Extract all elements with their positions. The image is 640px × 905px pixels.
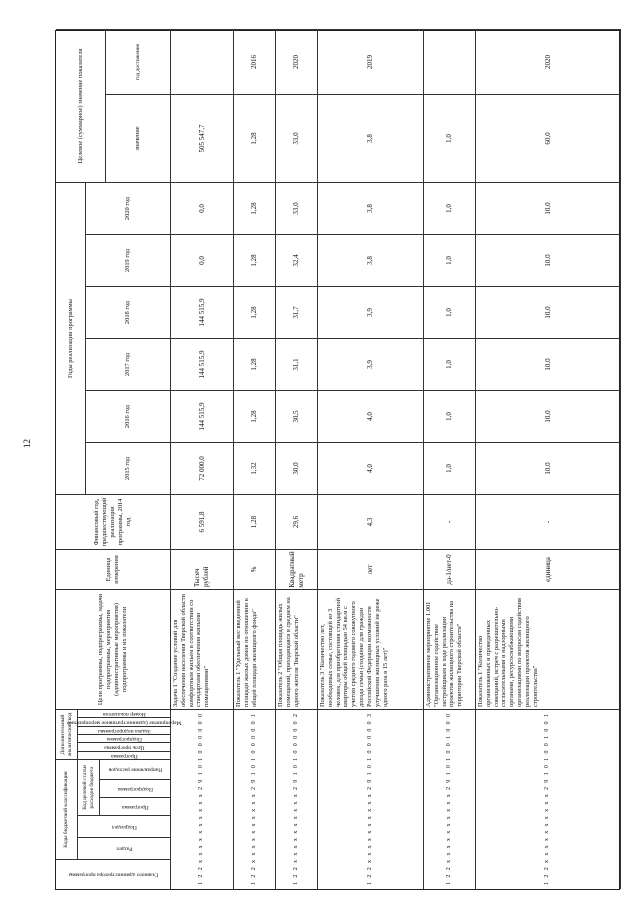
header-subprog-task-text: Задача подпрограммы	[97, 727, 151, 734]
code-digit: x	[366, 838, 373, 842]
header-target: Целевое (суммарное) значение показателя	[56, 29, 106, 182]
code-digit: x	[292, 838, 299, 842]
row-base-value: 4,3	[318, 494, 424, 549]
code-digit: x	[366, 794, 373, 798]
code-digit: x	[544, 794, 551, 798]
header-value: значение	[106, 94, 171, 182]
code-digit: 2	[198, 874, 205, 878]
header-program-text: Программа	[121, 803, 149, 810]
header-name: Цели программы, подпрограммы, задачи подпрограммы, мероприятия (административные мероприятия) подпрограммы и их показатели	[56, 589, 171, 709]
row-target-year: 2020	[276, 29, 318, 94]
code-digit: x	[366, 830, 373, 834]
code-digit: 0	[445, 714, 452, 718]
row-value-2020: 0,0	[171, 182, 234, 234]
row-value-2019: 0,0	[171, 234, 234, 286]
row-value-2018: 10,0	[476, 286, 621, 338]
code-digit: x	[250, 830, 257, 834]
row-value-2017: 10,0	[476, 338, 621, 390]
code-digit: x	[366, 801, 373, 805]
code-digit: 2	[544, 867, 551, 871]
code-digit: 0	[250, 750, 257, 754]
code-digit: x	[198, 808, 205, 812]
header-expense-direction	[100, 759, 171, 779]
code-digit: 2	[250, 867, 257, 871]
row-codes	[476, 709, 621, 889]
code-digit: x	[292, 801, 299, 805]
code-digit: 0	[366, 735, 373, 739]
row-value-2016: 1,28	[234, 390, 276, 442]
row-name: Административное мероприятие 1.001 "Организационное содействие застройщикам в ходе реализации проектов жилищного строительства на территории Тверской области"	[424, 589, 476, 709]
row-value-2019: 1,28	[234, 234, 276, 286]
code-digit: 1	[445, 735, 452, 739]
code-digit: x	[250, 852, 257, 856]
row-value-2017: 1,28	[234, 338, 276, 390]
code-digit: 1	[292, 772, 299, 776]
code-digit: x	[366, 823, 373, 827]
code-digit: 0	[366, 721, 373, 725]
code-digit: 1	[250, 881, 257, 885]
header-subprog-text: Подпрограмма	[106, 736, 142, 743]
code-digit: 0	[445, 728, 452, 732]
code-digit: x	[198, 801, 205, 805]
code-digit: 1	[250, 714, 257, 718]
code-digit: 2	[544, 787, 551, 790]
code-digit: 2	[250, 787, 257, 790]
row-unit: Тысяч рублей	[171, 549, 234, 589]
row-target-year: 2020	[476, 29, 621, 94]
code-digit: 1	[544, 714, 551, 718]
code-digit: 2	[292, 714, 299, 718]
code-digit: x	[544, 801, 551, 805]
code-digit: 0	[544, 743, 551, 747]
code-digit: 9	[250, 779, 257, 783]
code-digit: 2	[250, 874, 257, 878]
code-digit: x	[544, 845, 551, 849]
code-digit: 1	[445, 757, 452, 761]
code-digit: x	[292, 845, 299, 849]
code-digit: x	[445, 794, 452, 798]
code-digit: x	[366, 852, 373, 856]
code-digit: x	[544, 859, 551, 863]
row-target-value: 3,8	[318, 94, 424, 182]
row-value-2019: 1,0	[424, 234, 476, 286]
row-value-2017: 144 515,9	[171, 338, 234, 390]
header-event	[66, 717, 182, 726]
row-name: Показатель 1 "Количество организованных и проведенных совещаний, встреч с разрешительно-согласительными и надзорными органами, ресурсоснабжающими организациями по вопросам содействия реализации проектов жилищного строительства"	[476, 589, 621, 709]
code-digit: 1	[366, 757, 373, 761]
header-year-2018: 2018 год	[86, 286, 171, 338]
code-digit: x	[445, 838, 452, 842]
row-value-2020: 33,0	[276, 182, 318, 234]
row-unit: Квадратный метр	[276, 549, 318, 589]
row-unit: единица	[476, 549, 621, 589]
row-value-2018: 144 515,9	[171, 286, 234, 338]
code-digit: 2	[198, 867, 205, 871]
code-digit: x	[544, 808, 551, 812]
code-digit: 0	[292, 735, 299, 739]
code-digit: x	[544, 838, 551, 842]
row-value-2016: 10,0	[476, 390, 621, 442]
code-digit: 1	[445, 881, 452, 885]
row-unit: лет	[318, 549, 424, 589]
code-digit: x	[198, 852, 205, 856]
row-codes	[424, 709, 476, 889]
header-indicator-no-text: Номер показателя	[102, 711, 146, 718]
row-target-year: 2016	[234, 29, 276, 94]
header-prog-text: Программа	[110, 752, 138, 759]
header-subsection-text: Подраздел	[111, 823, 137, 830]
code-digit: 1	[445, 772, 452, 776]
code-digit: 9	[544, 779, 551, 783]
code-digit: 3	[366, 714, 373, 718]
code-digit: 1	[250, 772, 257, 776]
header-year-2016: 2016 год	[86, 390, 171, 442]
row-codes	[318, 709, 424, 889]
code-digit: x	[544, 830, 551, 834]
row-target-value: 505 547,7	[171, 94, 234, 182]
row-value-2018: 3,9	[318, 286, 424, 338]
row-codes	[171, 709, 234, 889]
code-digit: x	[250, 801, 257, 805]
header-years-title: Годы реализации программы	[56, 182, 86, 494]
code-digit: 0	[445, 721, 452, 725]
header-admin-code	[56, 859, 171, 889]
header-prog-goal	[78, 742, 171, 750]
row-base-value: -	[424, 494, 476, 549]
code-digit: x	[292, 830, 299, 834]
row-value-2015: 4,0	[318, 442, 424, 494]
code-digit: x	[366, 859, 373, 863]
header-subprogram	[100, 779, 171, 797]
code-digit: x	[292, 852, 299, 856]
row-codes	[234, 709, 276, 889]
code-digit: 0	[292, 743, 299, 747]
code-digit: x	[445, 801, 452, 805]
row-value-2020: 3,8	[318, 182, 424, 234]
code-digit: 1	[544, 772, 551, 776]
code-digit: 2	[292, 867, 299, 871]
header-year-2020: 2020 год	[86, 182, 171, 234]
code-digit: x	[250, 838, 257, 842]
code-digit: x	[250, 816, 257, 820]
row-value-2020: 1,28	[234, 182, 276, 234]
row-value-2017: 3,9	[318, 338, 424, 390]
row-base-value: -	[476, 494, 621, 549]
header-subprog-task	[78, 726, 171, 734]
row-value-2020: 10,0	[476, 182, 621, 234]
code-digit: 2	[445, 787, 452, 790]
code-digit: 9	[292, 779, 299, 783]
row-value-2015: 1,0	[424, 442, 476, 494]
code-digit: 2	[292, 874, 299, 878]
page-number: 12	[22, 439, 32, 448]
code-digit: x	[292, 859, 299, 863]
row-value-2018: 1,28	[234, 286, 276, 338]
code-digit: x	[445, 845, 452, 849]
row-value-2016: 144 515,9	[171, 390, 234, 442]
code-digit: 0	[250, 743, 257, 747]
code-digit: x	[292, 823, 299, 827]
code-digit: x	[292, 808, 299, 812]
code-digit: 0	[198, 735, 205, 739]
code-digit: 2	[445, 867, 452, 871]
header-year-2015: 2015 год	[86, 442, 171, 494]
header-admin-code-text: Главного администратора программы	[68, 871, 158, 878]
code-digit: 2	[366, 874, 373, 878]
row-base-value: 1,28	[234, 494, 276, 549]
code-digit: 0	[250, 728, 257, 732]
code-digit: 0	[292, 728, 299, 732]
code-digit: 0	[198, 743, 205, 747]
header-subprog	[78, 734, 171, 742]
row-name: Задача 1 "Создание условий для обеспечения населения Тверской области комфортным жильем в соответствии со стандартами обеспечения жилыми помещениями"	[171, 589, 234, 709]
code-digit: 9	[198, 779, 205, 783]
row-value-2019: 10,0	[476, 234, 621, 286]
code-digit: 1	[250, 757, 257, 761]
code-digit: x	[198, 794, 205, 798]
code-digit: x	[445, 830, 452, 834]
row-target-value: 60,0	[476, 94, 621, 182]
header-budget-class: Коды бюджетной классификации	[56, 759, 78, 859]
code-digit: 0	[445, 765, 452, 769]
code-digit: 0	[445, 743, 452, 747]
code-digit: x	[198, 823, 205, 827]
header-indicator-no	[78, 709, 171, 717]
code-digit: x	[544, 823, 551, 827]
row-name: Показатель 2 "Общая площадь жилых помещений, приходящаяся в среднем на одного жителя Тверской области"	[276, 589, 318, 709]
header-year-2017: 2017 год	[86, 338, 171, 390]
code-digit: x	[198, 845, 205, 849]
row-target-year: 2019	[318, 29, 424, 94]
code-digit: 0	[292, 721, 299, 725]
code-digit: 1	[544, 881, 551, 885]
code-digit: 0	[198, 714, 205, 718]
row-value-2015: 10,0	[476, 442, 621, 494]
row-target-year	[424, 29, 476, 94]
row-value-2017: 31,1	[276, 338, 318, 390]
code-digit: 0	[544, 721, 551, 725]
row-value-2020: 1,0	[424, 182, 476, 234]
code-digit: 1	[366, 772, 373, 776]
code-digit: 0	[198, 750, 205, 754]
code-digit: 0	[198, 721, 205, 725]
header-prog-goal-text: Цель программы	[103, 744, 145, 751]
header-unit: Единица измерения	[56, 549, 171, 589]
code-digit: 0	[250, 735, 257, 739]
header-program	[100, 797, 171, 815]
code-digit: x	[366, 845, 373, 849]
code-digit: 0	[198, 728, 205, 732]
header-year-2019: 2019 год	[86, 234, 171, 286]
code-digit: 0	[544, 728, 551, 732]
row-name: Показатель 1 "Удельный вес введенной площади жилых домов по отношению к общей площади жилищного фонда"	[234, 589, 276, 709]
row-target-value: 33,0	[276, 94, 318, 182]
code-digit: 0	[544, 750, 551, 754]
code-digit: x	[544, 852, 551, 856]
code-digit: x	[250, 808, 257, 812]
header-financial-year: Финансовый год, предшествующий реализации программы, 2014 год	[56, 494, 171, 549]
code-digit: x	[366, 808, 373, 812]
row-value-2015: 72 000,0	[171, 442, 234, 494]
row-name: Показатель 3 "Количество лет, необходимых семье, состоящей из 3 человек, для приобретения стандартной квартиры общей площадью 54 кв.м с учетом среднего годового совокупного дохода семьи (создание для граждан Российской Федерации возможности улучшения жилищных условий не реже одного раза в 15 лет)"	[318, 589, 424, 709]
header-section-text: Раздел	[116, 845, 132, 852]
code-digit: x	[445, 823, 452, 827]
code-digit: 1	[544, 735, 551, 739]
code-digit: 1	[198, 772, 205, 776]
code-digit: 0	[366, 750, 373, 754]
code-digit: 2	[366, 867, 373, 871]
code-digit: 0	[366, 743, 373, 747]
code-digit: 2	[292, 787, 299, 790]
code-digit: x	[250, 794, 257, 798]
code-digit: 1	[292, 757, 299, 761]
row-value-2016: 30,5	[276, 390, 318, 442]
code-digit: x	[250, 859, 257, 863]
code-digit: x	[198, 816, 205, 820]
header-target-article: Код целевой статьи расходов бюджета	[78, 759, 100, 815]
code-digit: x	[544, 816, 551, 820]
row-value-2015: 1,32	[234, 442, 276, 494]
code-digit: x	[445, 816, 452, 820]
code-digit: 9	[445, 779, 452, 783]
row-value-2019: 3,8	[318, 234, 424, 286]
header-year-reach: год достижения	[106, 29, 171, 94]
header-prog	[78, 751, 171, 759]
code-digit: x	[445, 808, 452, 812]
header-expense-direction-text: Направление расходов	[108, 766, 162, 773]
code-digit: 1	[366, 881, 373, 885]
code-digit: x	[198, 859, 205, 863]
code-digit: 2	[445, 874, 452, 878]
code-digit: 0	[366, 728, 373, 732]
row-value-2018: 1,0	[424, 286, 476, 338]
code-digit: 2	[198, 787, 205, 790]
code-digit: 0	[292, 765, 299, 769]
code-digit: x	[198, 830, 205, 834]
header-subprogram-text: Подпрограмма	[117, 785, 153, 792]
row-base-value: 6 591,8	[171, 494, 234, 549]
header-event-text: Мероприятие (административное мероприятие)	[66, 719, 182, 726]
code-digit: x	[445, 852, 452, 856]
row-unit: %	[234, 549, 276, 589]
code-digit: 9	[366, 779, 373, 783]
code-digit: x	[445, 859, 452, 863]
code-digit: 0	[445, 750, 452, 754]
code-digit: x	[292, 794, 299, 798]
row-value-2016: 4,0	[318, 390, 424, 442]
row-target-value: 1,0	[424, 94, 476, 182]
row-base-value: 29,6	[276, 494, 318, 549]
program-table	[55, 30, 620, 890]
header-extra-class: Дополнительный аналитический код	[56, 709, 78, 759]
code-digit: 1	[198, 881, 205, 885]
code-digit: 1	[292, 881, 299, 885]
row-value-2019: 32,4	[276, 234, 318, 286]
row-value-2018: 31,7	[276, 286, 318, 338]
row-target-year	[171, 29, 234, 94]
code-digit: x	[250, 823, 257, 827]
row-codes	[276, 709, 318, 889]
row-target-value: 1,28	[234, 94, 276, 182]
code-digit: 2	[544, 874, 551, 878]
code-digit: 0	[250, 721, 257, 725]
code-digit: x	[292, 816, 299, 820]
code-digit: 1	[198, 757, 205, 761]
row-unit: да-1/нет-0	[424, 549, 476, 589]
header-subsection	[78, 815, 171, 837]
code-digit: 0	[292, 750, 299, 754]
row-value-2015: 30,0	[276, 442, 318, 494]
code-digit: x	[366, 816, 373, 820]
code-digit: 1	[544, 757, 551, 761]
code-digit: 0	[366, 765, 373, 769]
code-digit: 0	[250, 765, 257, 769]
code-digit: 0	[544, 765, 551, 769]
code-digit: x	[198, 838, 205, 842]
code-digit: 2	[366, 787, 373, 790]
row-value-2016: 1,0	[424, 390, 476, 442]
code-digit: x	[250, 845, 257, 849]
header-section	[78, 837, 171, 859]
row-value-2017: 1,0	[424, 338, 476, 390]
code-digit: 0	[198, 765, 205, 769]
